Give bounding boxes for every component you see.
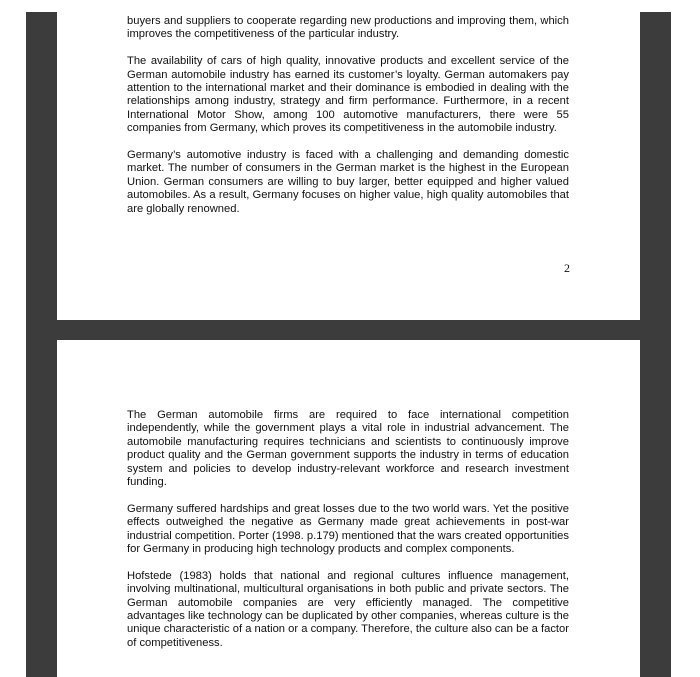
page-text <box>127 15 569 229</box>
paragraph: The availability of cars of high quality, innovative products and excellent service of the German automobile industry has earned its customer’s loyalty. German automakers pay attention to the international market and their dominance is embodied in dealing with the relationships among industry, strategy and firm performance. Furthermore, in a recent International Motor Show, among 100 automotive manufacturers, there were 55 companies from Germany, which proves its competitiveness in the automobile industry. <box>127 55 569 135</box>
paragraph: Germany suffered hardships and great losses due to the two world wars. Yet the positive effects outweighed the negative as Germany made great achievements in post-war industrial competition. Porter (1998. p.179) mentioned that the wars created opportunities for Germany in producing high technology products and complex components. <box>127 502 569 556</box>
paragraph: buyers and suppliers to cooperate regarding new productions and improving them, which improves the competitiveness of the particular industry. <box>127 15 569 41</box>
document-page <box>57 340 640 677</box>
document-page <box>57 12 640 320</box>
page-number: 2 <box>564 261 570 275</box>
paragraph: The German automobile firms are required to face international competition independently, while the government plays a vital role in industrial advancement. The automobile manufacturing requires technicians and scientists to continuously improve product quality and the German government supports the industry in terms of education system and policies to develop industry-relevant workforce and research investment funding. <box>127 409 569 489</box>
document-viewer[interactable] <box>26 12 671 677</box>
paragraph: Hofstede (1983) holds that national and regional cultures influence management, involving multinational, multicultural organisations in both public and private sectors. The German automobile companies are very efficiently managed. The competitive advantages like technology can be duplicated by other companies, whereas culture is the unique characteristic of a nation or a company. Therefore, the culture also can be a factor of competitiveness. <box>127 569 569 649</box>
page-text <box>127 409 569 664</box>
paragraph: Germany’s automotive industry is faced with a challenging and demanding domestic market. The number of consumers in the German market is the highest in the European Union. German consumers are willing to buy larger, better equipped and higher valued automobiles. As a result, Germany focuses on higher value, high quality automobiles that are globally renowned. <box>127 149 569 215</box>
